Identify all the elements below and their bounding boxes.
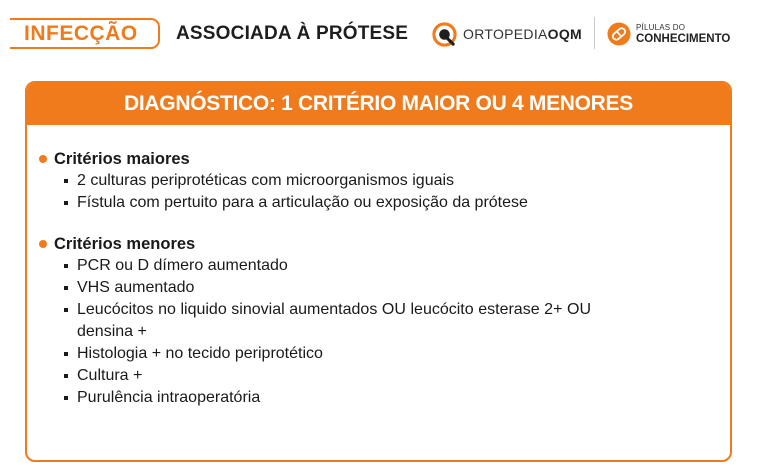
list-item: [64, 170, 591, 192]
orange-bullet-icon: [39, 155, 47, 163]
pill-icon: [607, 22, 631, 46]
list-item-text: Cultura +: [77, 367, 143, 384]
square-bullet-icon: [64, 286, 68, 290]
list-item: [64, 299, 591, 343]
list-item-text: Leucócitos no liquido sinovial aumentados OU leucócito esterase 2+ OU densina +: [77, 301, 591, 340]
page-title: ASSOCIADA À PRÓTESE: [176, 23, 409, 44]
square-bullet-icon: [64, 308, 68, 312]
oqm-text: OQM: [547, 26, 582, 42]
square-bullet-icon: [64, 179, 68, 183]
group-heading-text: Critérios menores: [54, 235, 196, 253]
pilulas-do-conhecimento-logo: [607, 20, 730, 48]
list-item-text: Purulência intraoperatória: [77, 389, 261, 406]
list-item-text: 2 culturas periprotéticas com microorganismos iguais: [77, 172, 455, 189]
group-heading-text: Critérios maiores: [54, 150, 190, 168]
square-bullet-icon: [64, 201, 68, 205]
ortopedia-text: ORTOPEDIA: [463, 26, 548, 42]
section-tag: INFECÇÃO: [10, 18, 160, 49]
square-bullet-icon: [64, 374, 68, 378]
diagnosis-card: [25, 81, 732, 462]
square-bullet-icon: [64, 352, 68, 356]
list-item: [64, 192, 591, 214]
list-item-text: Fístula com pertuito para a articulação ou exposição da prótese: [77, 194, 528, 211]
group-heading: [37, 148, 730, 170]
square-bullet-icon: [64, 264, 68, 268]
square-bullet-icon: [64, 396, 68, 400]
list-item-text: Histologia + no tecido periprotético: [77, 345, 323, 362]
list-item: [64, 343, 591, 365]
logo-divider: [594, 17, 595, 49]
ortopedia-oqm-logo: [432, 20, 582, 48]
list-item: [64, 277, 591, 299]
list-item-text: PCR ou D dímero aumentado: [77, 257, 288, 274]
card-body: [27, 125, 730, 409]
list-item: [64, 365, 591, 387]
pilulas-small-text: PÍLULAS DO: [636, 22, 686, 32]
orange-bullet-icon: [39, 240, 47, 248]
pilulas-big-text: CONHECIMENTO: [636, 32, 731, 45]
criteria-group-major: [37, 148, 730, 214]
group-heading: [37, 233, 730, 255]
list-item: [64, 387, 591, 409]
criteria-list: [37, 170, 730, 214]
criteria-list: [37, 255, 730, 409]
q-logo-icon: [432, 22, 457, 47]
list-item-text: VHS aumentado: [77, 279, 195, 296]
list-item: [64, 255, 591, 277]
criteria-group-minor: [37, 233, 730, 409]
card-title: DIAGNÓSTICO: 1 CRITÉRIO MAIOR OU 4 MENORES: [27, 83, 730, 125]
ortopedia-logo-text: [463, 26, 582, 42]
